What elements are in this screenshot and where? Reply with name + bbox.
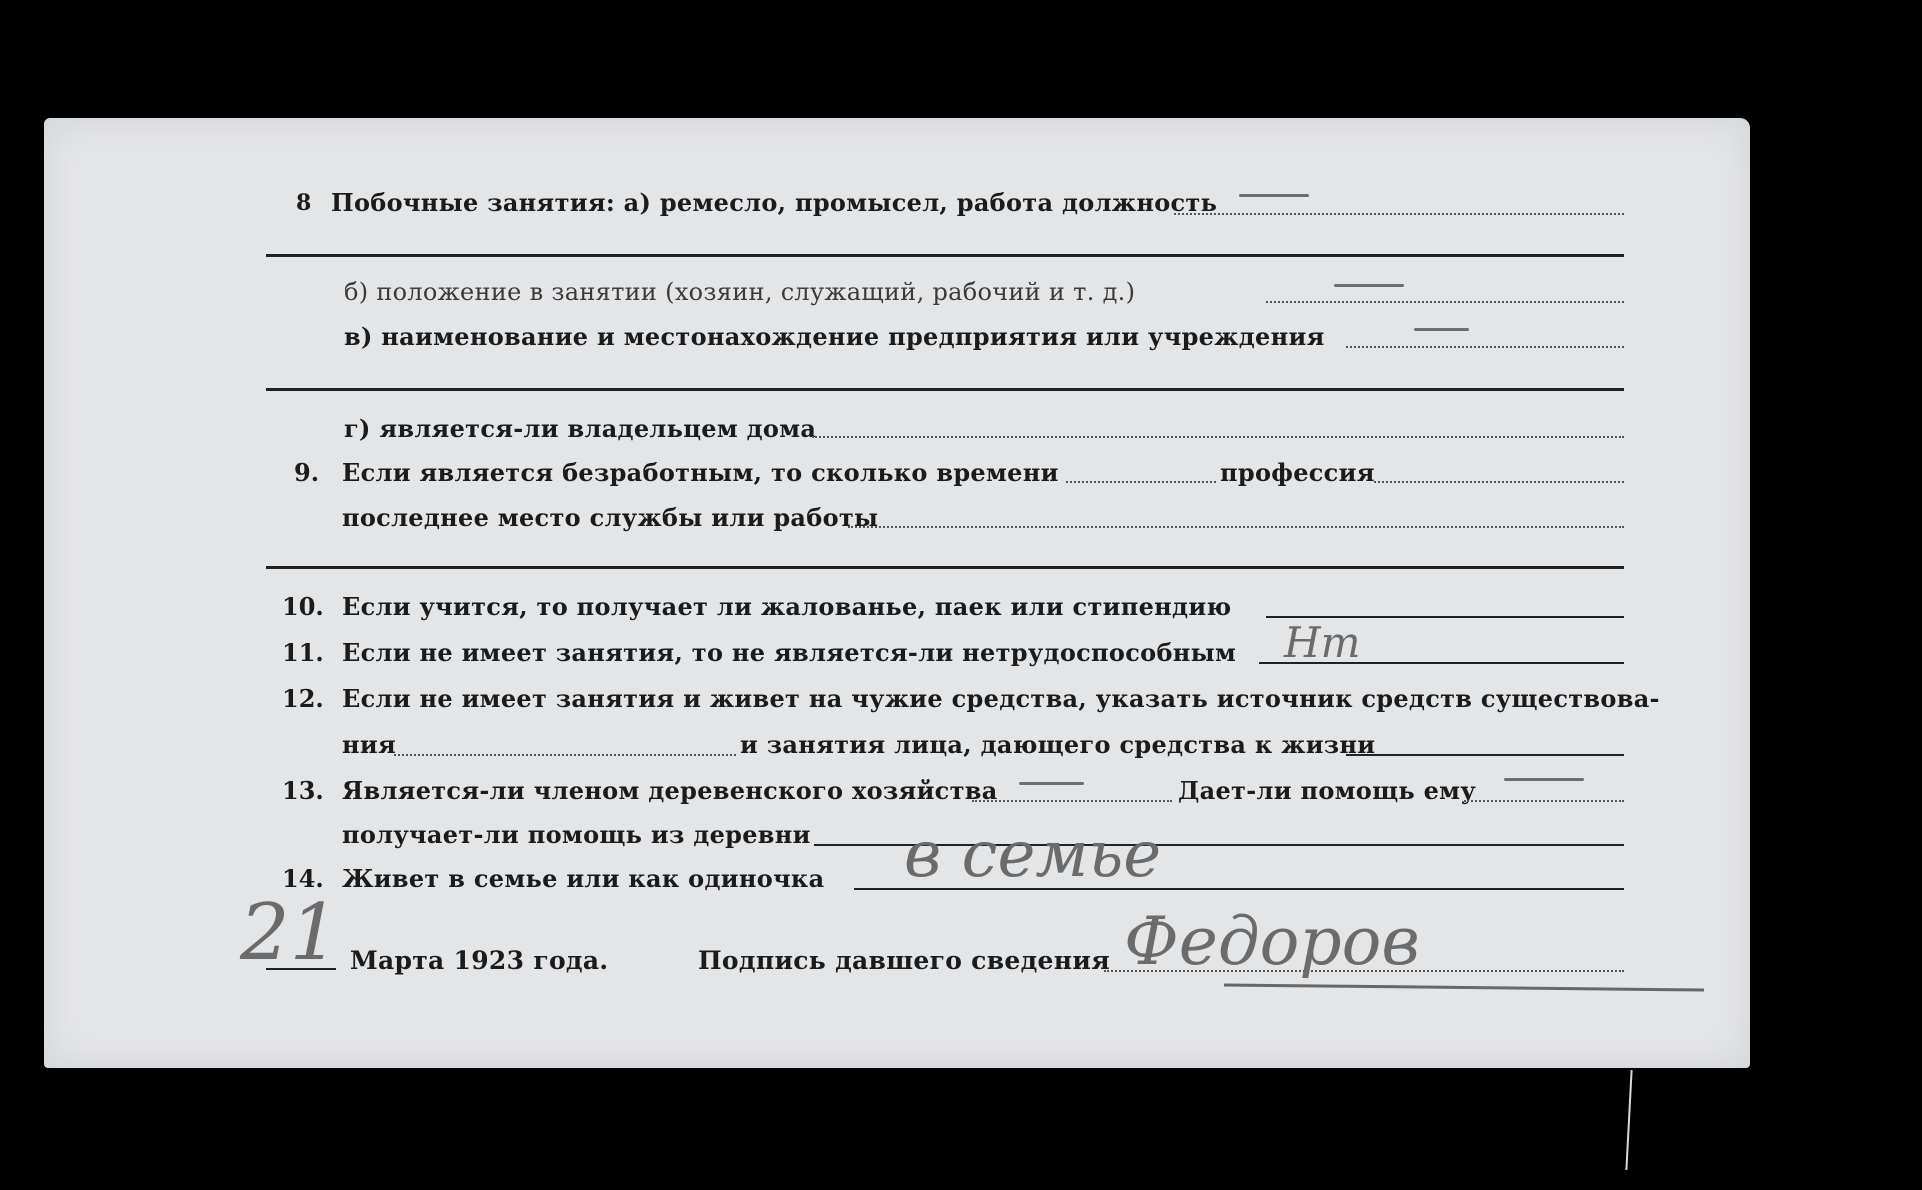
q13-line2: получает-ли помощь из деревни — [342, 820, 811, 849]
q14-handwritten-answer: в семье — [904, 818, 1162, 892]
q8-g-text: г) является-ли владельцем дома — [344, 414, 817, 443]
q10-number: 10. — [282, 592, 324, 621]
q8-a-dash — [1239, 194, 1309, 197]
q13-member-fill — [972, 800, 1172, 802]
q9-duration-fill — [1066, 481, 1216, 483]
q8-b-fill — [1266, 301, 1624, 303]
signature-label: Подпись давшего сведения — [698, 946, 1110, 975]
q14-text: Живет в семье или как одиночка — [342, 864, 825, 893]
q13-help-dash — [1504, 778, 1584, 781]
q8-v-fill — [1346, 346, 1624, 348]
q8-v-dash — [1414, 328, 1469, 331]
q11-handwritten-answer: Нт — [1284, 618, 1361, 667]
q8-rule — [266, 254, 1624, 257]
q8-number: 8 — [296, 190, 312, 216]
q9-line1-b: профессия — [1220, 458, 1375, 487]
q13-help-fill — [1464, 800, 1624, 802]
q13-line1-b: Дает-ли помощь ему — [1178, 776, 1476, 805]
q13-line1-a: Является-ли членом деревенского хозяйства — [342, 776, 998, 805]
q8-b-text: б) положение в занятии (хозяин, служащий, рабочий и т. д.) — [344, 278, 1136, 306]
q8-g-fill — [812, 436, 1624, 438]
q12-source-fill — [394, 754, 736, 756]
questionnaire-card — [44, 118, 1750, 1068]
q9-profession-fill — [1374, 481, 1624, 483]
q12-line2-a: ния — [342, 730, 396, 759]
q13-number: 13. — [282, 776, 324, 805]
scratch-mark — [1625, 1070, 1632, 1170]
date-text: Марта 1923 года. — [350, 946, 609, 975]
q9-rule — [266, 566, 1624, 569]
q9-line1-a: Если является безработным, то сколько времени — [342, 458, 1059, 487]
q11-text: Если не имеет занятия, то не является-ли нетрудоспособным — [342, 638, 1237, 667]
q12-number: 12. — [282, 684, 324, 713]
signature-handwritten: Федоров — [1124, 903, 1420, 980]
date-day-handwritten: 21 — [240, 888, 340, 978]
q8-b-dash — [1334, 284, 1404, 287]
q8-a-text: Побочные занятия: а) ремесло, промысел, работа должность — [331, 188, 1218, 217]
q13-member-dash — [1019, 782, 1084, 785]
q14-number: 14. — [282, 864, 324, 893]
date-day-fill — [266, 968, 336, 970]
q10-text: Если учится, то получает ли жалованье, паек или стипендию — [342, 592, 1232, 621]
q8-v-rule — [266, 388, 1624, 391]
signature-underline — [1224, 983, 1704, 991]
q12-fill — [1346, 754, 1624, 756]
q9-line2: последнее место службы или работы — [342, 503, 879, 532]
q12-line1: Если не имеет занятия и живет на чужие средства, указать источник средств существова- — [342, 684, 1660, 713]
q9-number: 9. — [294, 458, 320, 487]
q9-line2-fill — [848, 526, 1624, 528]
q12-line2-b: и занятия лица, дающего средства к жизни — [740, 730, 1376, 759]
q11-number: 11. — [282, 638, 324, 667]
q8-v-text: в) наименование и местонахождение предприятия или учреждения — [344, 322, 1325, 351]
q8-a-fill — [1174, 213, 1624, 215]
